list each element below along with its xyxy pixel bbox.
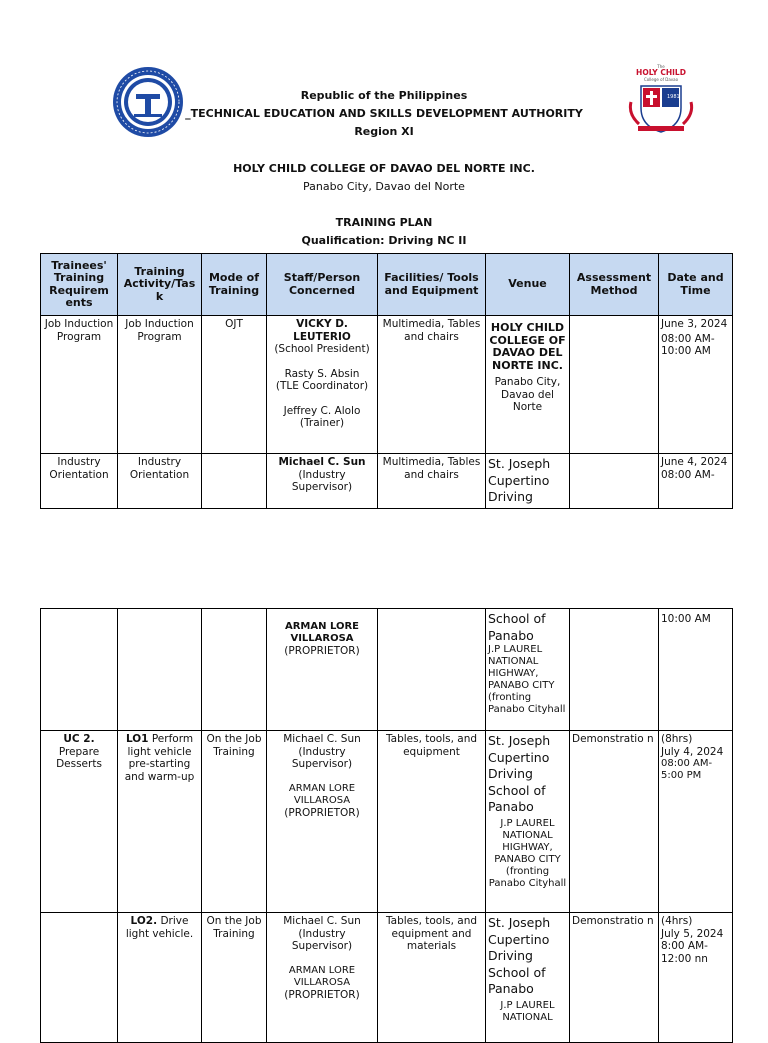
uc-code: UC 2. xyxy=(63,733,95,745)
staff-role: (School President) xyxy=(274,343,370,355)
republic-line: Republic of the Philippines xyxy=(300,89,468,102)
venue-address: J.P LAUREL NATIONAL HIGHWAY, PANABO CITY (fronting Panabo Cityhall xyxy=(488,817,567,889)
logo-top-text: The xyxy=(657,64,665,69)
cell-mode: On the Job Training xyxy=(202,913,267,1043)
lo-code: LO1 xyxy=(125,733,149,745)
cell-activity: Industry Orientation xyxy=(118,454,202,509)
cell-date xyxy=(659,913,733,1043)
col-assessment: Assessment Method xyxy=(570,254,659,316)
staff-name: ARMAN LORE VILLAROSA xyxy=(284,621,360,644)
staff-name: ARMAN LORE VILLAROSA xyxy=(288,782,356,806)
staff-name: Michael C. Sun xyxy=(283,915,361,927)
cell-facilities: Tables, tools, and equipment and materials xyxy=(378,913,486,1043)
cell-assessment xyxy=(570,454,659,509)
training-plan-table xyxy=(40,253,733,509)
table-row xyxy=(41,913,733,1043)
cell-assessment xyxy=(570,316,659,454)
cell-activity: Job Induction Program xyxy=(118,316,202,454)
date-text: June 3, 2024 xyxy=(661,318,728,330)
region-line: Region XI xyxy=(354,125,414,138)
table-row xyxy=(41,316,733,454)
staff-role: (TLE Coordinator) xyxy=(275,380,369,392)
cell-staff xyxy=(267,913,378,1043)
col-mode: Mode of Training xyxy=(202,254,267,316)
cell-assessment: Demonstratio n xyxy=(570,913,659,1043)
cell-date xyxy=(659,454,733,509)
school-name: HOLY CHILD COLLEGE OF DAVAO DEL NORTE INC. xyxy=(233,162,535,175)
staff-role: (Trainer) xyxy=(299,417,345,429)
cell-venue xyxy=(486,609,570,731)
cell-date: 10:00 AM xyxy=(659,609,733,731)
cell-mode xyxy=(202,454,267,509)
col-facilities: Facilities/ Tools and Equipment xyxy=(378,254,486,316)
cell-venue xyxy=(486,316,570,454)
cell-mode: On the Job Training xyxy=(202,731,267,913)
venue-name: St. Joseph Cupertino Driving School of Panabo xyxy=(488,733,551,814)
cell-venue: St. Joseph Cupertino Driving xyxy=(486,454,570,509)
cell-requirement xyxy=(41,731,118,913)
cell-requirement: Industry Orientation xyxy=(41,454,118,509)
venue-address: J.P LAUREL NATIONAL HIGHWAY, PANABO CITY (fronting Panabo Cityhall xyxy=(488,644,566,715)
cell-activity xyxy=(118,609,202,731)
cell-activity xyxy=(118,913,202,1043)
hours-text: (8hrs) xyxy=(661,733,693,745)
cell-staff xyxy=(267,316,378,454)
training-plan-table-continued xyxy=(40,608,733,1043)
staff-name: Michael C. Sun xyxy=(278,456,366,468)
cell-staff xyxy=(267,609,378,731)
cell-facilities: Tables, tools, and equipment xyxy=(378,731,486,913)
venue-name: HOLY CHILD COLLEGE OF DAVAO DEL NORTE INC. xyxy=(489,321,566,372)
cell-facilities: Multimedia, Tables and chairs xyxy=(378,454,486,509)
cell-staff xyxy=(267,731,378,913)
logo-year: 1981 xyxy=(667,94,680,100)
cell-assessment xyxy=(570,609,659,731)
time-text: 08:00 AM- 5:00 PM xyxy=(661,758,713,781)
cell-mode xyxy=(202,609,267,731)
hours-text: (4hrs) xyxy=(661,915,693,927)
venue-address: J.P LAUREL NATIONAL xyxy=(500,999,555,1023)
cell-date xyxy=(659,316,733,454)
staff-name: VICKY D. LEUTERIO xyxy=(293,318,351,343)
school-address: Panabo City, Davao del Norte xyxy=(303,180,465,193)
time-text: 8:00 AM- 12:00 nn xyxy=(661,940,708,965)
cell-venue xyxy=(486,913,570,1043)
date-text: July 5, 2024 xyxy=(661,927,724,940)
cell-mode: OJT xyxy=(202,316,267,454)
lo-description: Drive light vehicle. xyxy=(125,915,194,940)
uc-description: Prepare Desserts xyxy=(56,745,102,770)
cell-facilities: Multimedia, Tables and chairs xyxy=(378,316,486,454)
date-text: June 4, 2024 xyxy=(661,456,728,468)
plan-title: TRAINING PLAN xyxy=(335,216,433,229)
cell-requirement: Job Induction Program xyxy=(41,316,118,454)
col-requirements: Trainees' Training Requirem ents xyxy=(41,254,118,316)
time-text: 08:00 AM- xyxy=(661,468,715,481)
staff-role: (PROPRIETOR) xyxy=(284,988,360,1001)
venue-name: St. Joseph Cupertino Driving School of Panabo xyxy=(488,915,551,996)
col-activity: Training Activity/Tas k xyxy=(118,254,202,316)
col-staff: Staff/Person Concerned xyxy=(267,254,378,316)
staff-name: Michael C. Sun xyxy=(283,733,361,745)
time-text: 08:00 AM- 10:00 AM xyxy=(661,332,715,357)
staff-role: (PROPRIETOR) xyxy=(284,806,360,819)
venue-address: Panabo City, Davao del Norte xyxy=(494,376,561,413)
cell-assessment: Demonstratio n xyxy=(570,731,659,913)
cell-requirement xyxy=(41,609,118,731)
header-row xyxy=(41,254,733,316)
cell-requirement xyxy=(41,913,118,1043)
qualification: Qualification: Driving NC II xyxy=(301,234,467,247)
cell-facilities xyxy=(378,609,486,731)
tesda-line: _TECHNICAL EDUCATION AND SKILLS DEVELOPMENT AUTHORITY xyxy=(185,107,583,120)
logo-name: HOLY CHILD xyxy=(636,68,686,77)
cell-venue xyxy=(486,731,570,913)
table-row xyxy=(41,609,733,731)
staff-role: (Industry Supervisor) xyxy=(291,927,353,952)
lo-description: Perform light vehicle pre-starting and warm-up xyxy=(124,733,195,783)
table-row xyxy=(41,454,733,509)
staff-name: Jeffrey C. Alolo xyxy=(283,404,361,417)
table-row xyxy=(41,731,733,913)
col-venue: Venue xyxy=(486,254,570,316)
staff-name: Rasty S. Absin xyxy=(284,367,360,380)
lo-code: LO2. xyxy=(130,915,158,927)
staff-role: (PROPRIETOR) xyxy=(284,645,360,657)
staff-name: ARMAN LORE VILLAROSA xyxy=(288,964,356,988)
cell-activity xyxy=(118,731,202,913)
cell-staff xyxy=(267,454,378,509)
col-date: Date and Time xyxy=(659,254,733,316)
staff-role: (Industry Supervisor) xyxy=(291,468,353,493)
logo-sub: College of Davao xyxy=(643,77,679,82)
cell-date xyxy=(659,731,733,913)
venue-name: School of Panabo xyxy=(488,611,546,643)
date-text: July 4, 2024 xyxy=(661,745,724,758)
staff-role: (Industry Supervisor) xyxy=(291,745,353,770)
